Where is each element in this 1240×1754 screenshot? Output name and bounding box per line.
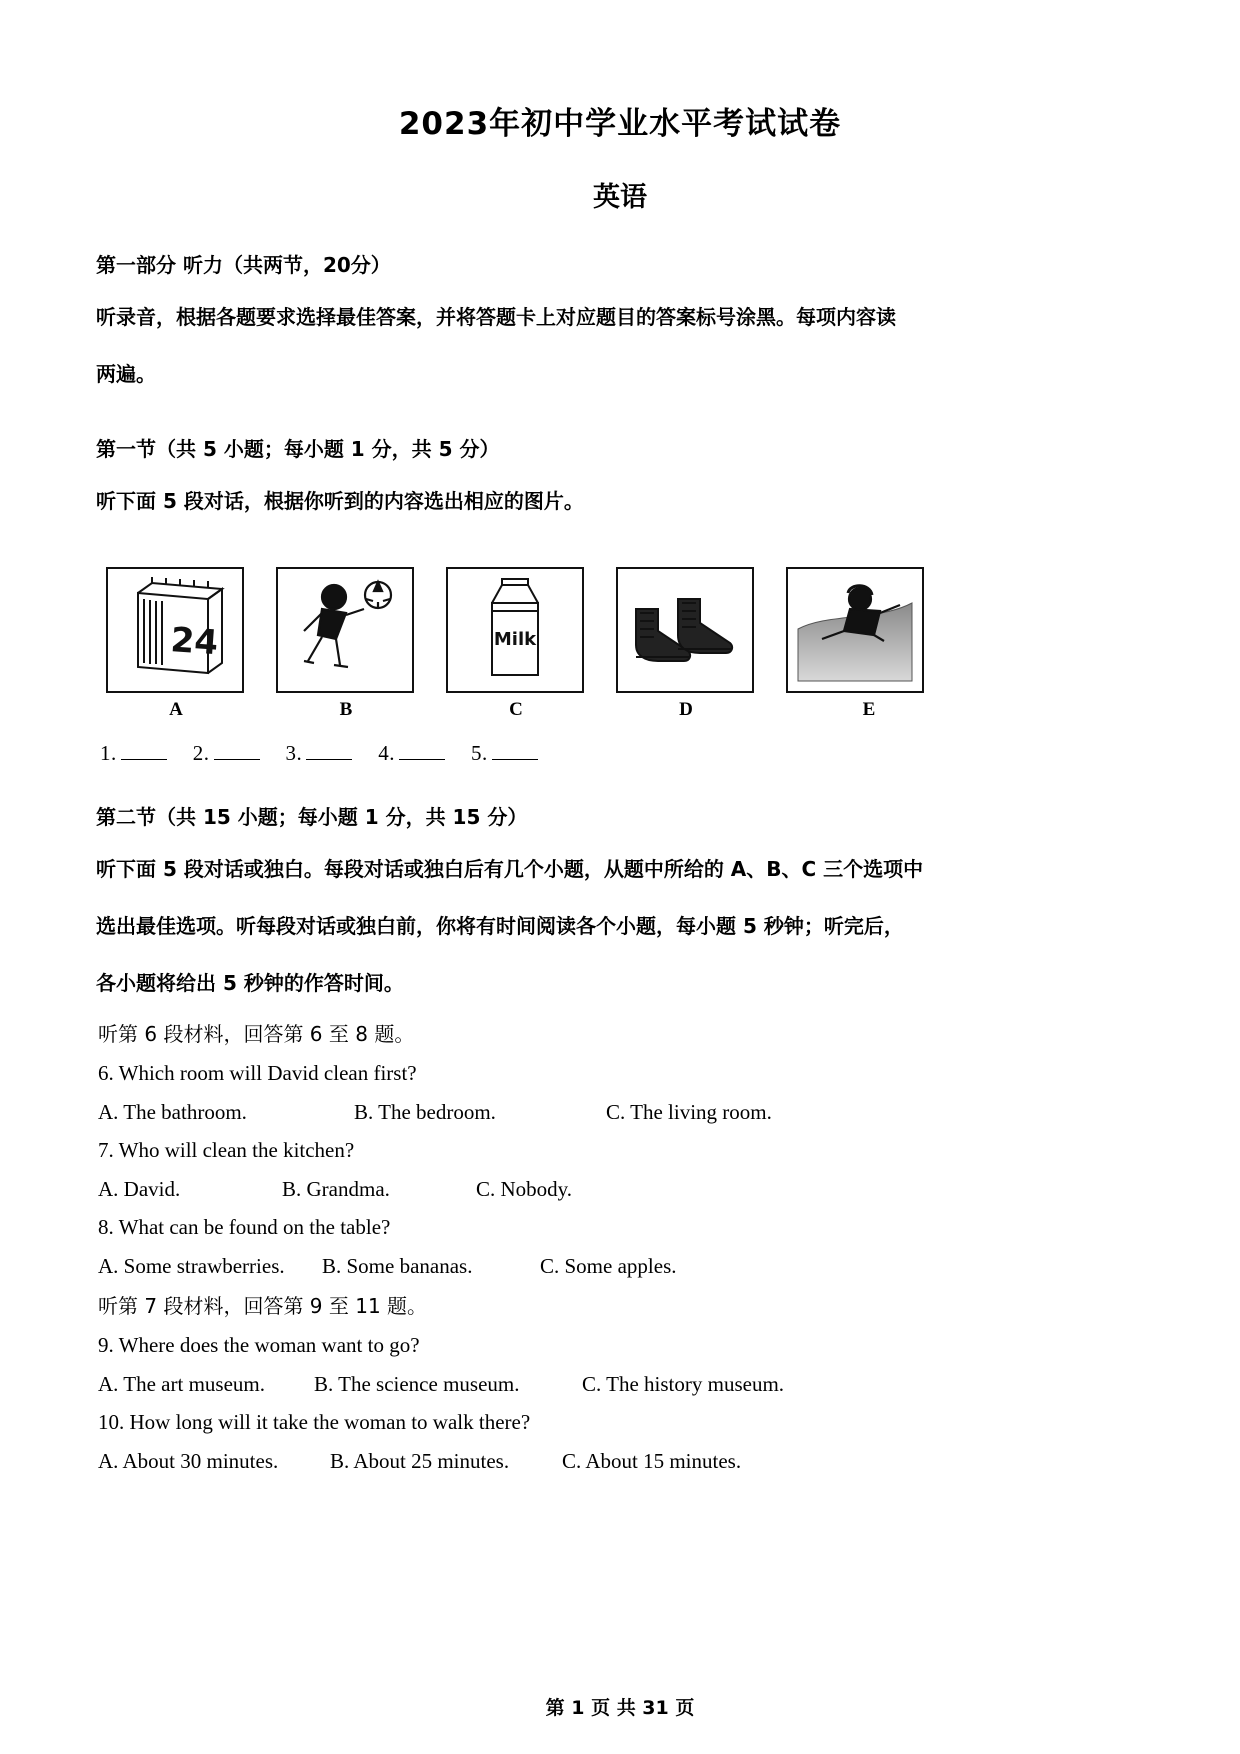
svg-text:Milk: Milk — [493, 629, 537, 650]
answer-blank-1-label: 1. — [100, 741, 117, 765]
section-one-instruction: 听下面 5 段对话，根据你听到的内容选出相应的图片。 — [96, 489, 584, 513]
soccer-player-icon — [276, 567, 414, 693]
question-options-9 — [98, 1372, 1148, 1397]
option-6-c[interactable]: C. The living room. — [606, 1100, 772, 1125]
option-9-c[interactable]: C. The history museum. — [582, 1372, 785, 1397]
calendar-icon — [106, 567, 244, 693]
answer-blank-3-label: 3. — [285, 741, 303, 765]
section-two-instruction-line1: 听下面 5 段对话或独白。每段对话或独白后有几个小题，从题中所给的 A、B、C 三个选项中 — [96, 857, 924, 881]
page-title: 2023年初中学业水平考试试卷 — [398, 106, 842, 142]
picture-label-e: E — [862, 699, 876, 720]
option-8-a[interactable]: A. Some strawberries. — [98, 1253, 285, 1278]
option-9-b[interactable]: B. The science museum. — [314, 1372, 520, 1397]
picture-option-e — [786, 567, 926, 721]
picture-label-c: C — [509, 699, 523, 720]
question-stem-10: 10. How long will it take the woman to walk there? — [98, 1410, 531, 1435]
section-two-instruction-line3: 各小题将给出 5 秒钟的作答时间。 — [96, 971, 404, 995]
part-one-heading: 第一部分 听力（共两节，20分） — [96, 253, 391, 277]
section-two-instruction-line2: 选出最佳选项。听每段对话或独白前，你将有时间阅读各个小题，每小题 5 秒钟；听完后， — [96, 914, 904, 938]
question-options-6 — [98, 1100, 1148, 1125]
answer-blank-5[interactable] — [492, 759, 538, 760]
answer-blank-4[interactable] — [399, 759, 445, 760]
picture-option-a — [106, 567, 246, 721]
question-stem-6: 6. Which room will David clean first? — [98, 1061, 417, 1086]
sneakers-icon — [616, 567, 754, 693]
option-7-c[interactable]: C. Nobody. — [476, 1177, 573, 1202]
question-stem-9: 9. Where does the woman want to go? — [98, 1333, 420, 1358]
answer-blank-5-label: 5. — [471, 741, 488, 765]
option-7-a[interactable]: A. David. — [98, 1177, 181, 1202]
picture-option-b — [276, 567, 416, 721]
picture-label-a: A — [169, 699, 183, 720]
picture-label-b: B — [339, 699, 353, 720]
answer-blank-1[interactable] — [121, 759, 167, 760]
answer-blanks-row — [100, 741, 1148, 766]
picture-option-d — [616, 567, 756, 721]
document-body — [0, 250, 1240, 1474]
option-9-a[interactable]: A. The art museum. — [98, 1372, 265, 1397]
section-two-heading: 第二节（共 15 小题；每小题 1 分，共 15 分） — [96, 805, 528, 829]
option-10-c[interactable]: C. About 15 minutes. — [562, 1448, 742, 1473]
option-8-b[interactable]: B. Some bananas. — [322, 1253, 473, 1278]
section-one-heading: 第一节（共 5 小题；每小题 1 分，共 5 分） — [96, 437, 500, 461]
group-lead-6: 听第 6 段材料，回答第 6 至 8 题。 — [98, 1022, 415, 1046]
option-10-a[interactable]: A. About 30 minutes. — [98, 1448, 279, 1473]
question-options-8 — [98, 1254, 1148, 1279]
answer-blank-2-label: 2. — [192, 741, 210, 765]
part-one-instruction-line2: 两遍。 — [96, 362, 156, 386]
svg-text:24: 24 — [169, 620, 220, 664]
milk-carton-icon — [446, 567, 584, 693]
page-footer: 第 1 页 共 31 页 — [545, 1697, 695, 1719]
subject-title: 英语 — [593, 182, 647, 213]
picture-option-c — [446, 567, 586, 721]
answer-blank-4-label: 4. — [378, 741, 395, 765]
group-lead-9: 听第 7 段材料，回答第 9 至 11 题。 — [98, 1293, 428, 1318]
option-10-b[interactable]: B. About 25 minutes. — [330, 1448, 510, 1473]
question-options-10 — [98, 1449, 1148, 1474]
question-stem-7: 7. Who will clean the kitchen? — [98, 1138, 355, 1163]
answer-blank-2[interactable] — [214, 759, 260, 760]
picture-options-row — [106, 567, 1148, 721]
answer-blank-3[interactable] — [306, 759, 352, 760]
picture-label-d: D — [679, 699, 693, 720]
part-one-instruction-line1: 听录音，根据各题要求选择最佳答案，并将答题卡上对应题目的答案标号涂黑。每项内容读 — [96, 305, 896, 329]
option-8-c[interactable]: C. Some apples. — [540, 1253, 677, 1278]
option-7-b[interactable]: B. Grandma. — [282, 1177, 390, 1202]
question-options-7 — [98, 1177, 1148, 1202]
sledding-person-icon — [786, 567, 924, 693]
option-6-b[interactable]: B. The bedroom. — [354, 1100, 496, 1125]
question-stem-8: 8. What can be found on the table? — [98, 1215, 391, 1240]
option-6-a[interactable]: A. The bathroom. — [98, 1100, 247, 1125]
